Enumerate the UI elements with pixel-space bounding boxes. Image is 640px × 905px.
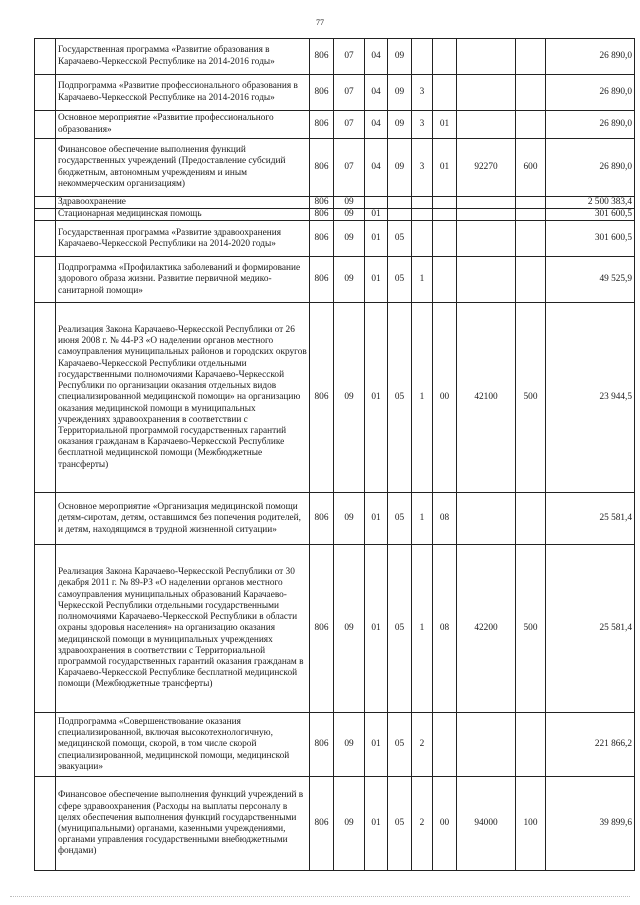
cell-pr <box>365 197 388 209</box>
cell-name: Реализация Закона Карачаево-Черкесской Республики от 30 декабря 2011 г. № 89-РЗ «О наделении органов местного самоуправления муниципальных образований Карачаево-Черкесской Республики отдельными государственными полномочиями Карачаево-Черкесской Республики в области охраны здоровья населения» на организацию оказания медицинской помощи в муниципальных учреждениях здравоохранения в соответствии с Территориальной программой государственных гарантий оказания гражданам в Карачаево-Черкесской Республике бесплатной медицинской помощи (Межбюджетные трансферты) <box>56 545 310 713</box>
cell-vr: 500 <box>516 303 546 493</box>
cell-name: Подпрограмма «Совершенствование оказания специализированной, включая высокотехнологичную, медицинской помощи, скорой, в том числе скорой специализированной, медицинской помощи, медицинской эвакуации» <box>56 713 310 777</box>
table-row <box>35 713 635 777</box>
cell-pr: 04 <box>365 75 388 111</box>
cell-vr: 100 <box>516 777 546 871</box>
cell-vr <box>516 111 546 139</box>
cell-p: 09 <box>388 111 412 139</box>
cell-amount: 2 500 383,4 <box>546 197 635 209</box>
cell-pr: 01 <box>365 545 388 713</box>
cell-csr <box>457 493 516 545</box>
cell-csr <box>457 197 516 209</box>
scan-edge-divider <box>10 896 630 898</box>
cell-csr <box>457 257 516 303</box>
row-number-cell <box>35 75 56 111</box>
cell-vr <box>516 209 546 221</box>
cell-pr: 01 <box>365 257 388 303</box>
cell-name: Государственная программа «Развитие образования в Карачаево-Черкесской Республике на 2014-2016 годы» <box>56 39 310 75</box>
cell-p: 09 <box>388 75 412 111</box>
row-number-cell <box>35 493 56 545</box>
cell-om <box>433 39 457 75</box>
cell-amount: 301 600,5 <box>546 209 635 221</box>
cell-rz: 09 <box>334 493 365 545</box>
cell-om: 00 <box>433 303 457 493</box>
cell-sp <box>412 197 433 209</box>
cell-name: Финансовое обеспечение выполнения функций учреждений в сфере здравоохранения (Расходы на выплаты персоналу в целях обеспечения выполнения функций государственными (муниципальными) органами, казенными учреждениями, органами управления государственными внебюджетными фондами) <box>56 777 310 871</box>
row-number-cell <box>35 303 56 493</box>
table-row <box>35 197 635 209</box>
row-number-cell <box>35 221 56 257</box>
row-number-cell <box>35 545 56 713</box>
cell-vr <box>516 39 546 75</box>
cell-name: Финансовое обеспечение выполнения функций государственных учреждений (Предоставление субсидий бюджетным, автономным учреждениям и иным некоммерческим организациям) <box>56 139 310 197</box>
cell-amount: 26 890,0 <box>546 39 635 75</box>
cell-adm: 806 <box>310 303 334 493</box>
cell-adm: 806 <box>310 111 334 139</box>
cell-rz: 07 <box>334 39 365 75</box>
cell-om <box>433 713 457 777</box>
cell-adm: 806 <box>310 257 334 303</box>
cell-pr: 01 <box>365 303 388 493</box>
cell-sp: 1 <box>412 545 433 713</box>
cell-amount: 26 890,0 <box>546 75 635 111</box>
cell-csr <box>457 713 516 777</box>
cell-name: Здравоохранение <box>56 197 310 209</box>
cell-csr: 42100 <box>457 303 516 493</box>
cell-sp: 2 <box>412 777 433 871</box>
cell-sp <box>412 209 433 221</box>
cell-adm: 806 <box>310 197 334 209</box>
cell-name: Государственная программа «Развитие здравоохранения Карачаево-Черкесской Республики на 2014-2020 годы» <box>56 221 310 257</box>
cell-p: 05 <box>388 545 412 713</box>
cell-p <box>388 209 412 221</box>
cell-sp: 3 <box>412 75 433 111</box>
cell-amount: 49 525,9 <box>546 257 635 303</box>
table-row <box>35 545 635 713</box>
cell-adm: 806 <box>310 493 334 545</box>
cell-pr: 01 <box>365 209 388 221</box>
cell-rz: 07 <box>334 75 365 111</box>
cell-om <box>433 197 457 209</box>
cell-amount: 23 944,5 <box>546 303 635 493</box>
table-row <box>35 257 635 303</box>
table-row <box>35 75 635 111</box>
cell-adm: 806 <box>310 545 334 713</box>
cell-csr <box>457 209 516 221</box>
cell-rz: 09 <box>334 303 365 493</box>
row-number-cell <box>35 257 56 303</box>
cell-p: 05 <box>388 257 412 303</box>
cell-amount: 26 890,0 <box>546 111 635 139</box>
cell-amount: 221 866,2 <box>546 713 635 777</box>
page-number: 77 <box>316 18 324 27</box>
cell-sp: 3 <box>412 139 433 197</box>
row-number-cell <box>35 713 56 777</box>
budget-table <box>34 38 635 871</box>
cell-sp: 1 <box>412 303 433 493</box>
table-row <box>35 493 635 545</box>
cell-vr <box>516 257 546 303</box>
cell-amount: 25 581,4 <box>546 545 635 713</box>
cell-vr: 600 <box>516 139 546 197</box>
cell-pr: 04 <box>365 139 388 197</box>
row-number-cell <box>35 197 56 209</box>
cell-vr <box>516 221 546 257</box>
cell-om: 01 <box>433 139 457 197</box>
cell-rz: 07 <box>334 139 365 197</box>
cell-rz: 09 <box>334 777 365 871</box>
cell-csr <box>457 111 516 139</box>
cell-vr <box>516 75 546 111</box>
cell-p: 05 <box>388 303 412 493</box>
cell-om <box>433 221 457 257</box>
cell-amount: 39 899,6 <box>546 777 635 871</box>
cell-rz: 09 <box>334 545 365 713</box>
cell-adm: 806 <box>310 777 334 871</box>
table-row <box>35 139 635 197</box>
cell-amount: 25 581,4 <box>546 493 635 545</box>
cell-sp: 3 <box>412 111 433 139</box>
row-number-cell <box>35 777 56 871</box>
cell-om <box>433 209 457 221</box>
cell-name: Подпрограмма «Профилактика заболеваний и формирование здорового образа жизни. Развитие первичной медико-санитарной помощи» <box>56 257 310 303</box>
cell-pr: 01 <box>365 713 388 777</box>
cell-name: Стационарная медицинская помощь <box>56 209 310 221</box>
cell-rz: 09 <box>334 209 365 221</box>
cell-p: 09 <box>388 39 412 75</box>
cell-name: Основное мероприятие «Организация медицинской помощи детям-сиротам, детям, оставшимся без попечения родителей, и детям, находящимся в трудной жизненной ситуации» <box>56 493 310 545</box>
cell-name: Основное мероприятие «Развитие профессионального образования» <box>56 111 310 139</box>
cell-rz: 09 <box>334 713 365 777</box>
row-number-cell <box>35 111 56 139</box>
cell-p: 05 <box>388 713 412 777</box>
cell-rz: 09 <box>334 197 365 209</box>
row-number-cell <box>35 139 56 197</box>
row-number-cell <box>35 209 56 221</box>
cell-om: 08 <box>433 545 457 713</box>
cell-pr: 01 <box>365 493 388 545</box>
cell-csr <box>457 221 516 257</box>
cell-name: Подпрограмма «Развитие профессионального образования в Карачаево-Черкесской Республике на 2014-2016 годы» <box>56 75 310 111</box>
cell-amount: 301 600,5 <box>546 221 635 257</box>
cell-csr <box>457 75 516 111</box>
cell-vr <box>516 713 546 777</box>
cell-p: 05 <box>388 221 412 257</box>
cell-p: 05 <box>388 777 412 871</box>
cell-adm: 806 <box>310 75 334 111</box>
cell-adm: 806 <box>310 139 334 197</box>
cell-om: 00 <box>433 777 457 871</box>
cell-p: 05 <box>388 493 412 545</box>
cell-adm: 806 <box>310 713 334 777</box>
cell-pr: 01 <box>365 221 388 257</box>
cell-pr: 04 <box>365 111 388 139</box>
cell-csr: 92270 <box>457 139 516 197</box>
cell-sp <box>412 221 433 257</box>
cell-sp <box>412 39 433 75</box>
cell-sp: 1 <box>412 257 433 303</box>
cell-adm: 806 <box>310 209 334 221</box>
cell-om: 01 <box>433 111 457 139</box>
cell-adm: 806 <box>310 39 334 75</box>
cell-vr <box>516 197 546 209</box>
row-number-cell <box>35 39 56 75</box>
cell-rz: 09 <box>334 257 365 303</box>
cell-sp: 2 <box>412 713 433 777</box>
cell-om <box>433 75 457 111</box>
cell-p: 09 <box>388 139 412 197</box>
cell-vr: 500 <box>516 545 546 713</box>
table-row <box>35 777 635 871</box>
cell-csr: 42200 <box>457 545 516 713</box>
table-row <box>35 39 635 75</box>
cell-om: 08 <box>433 493 457 545</box>
cell-rz: 07 <box>334 111 365 139</box>
cell-adm: 806 <box>310 221 334 257</box>
cell-name: Реализация Закона Карачаево-Черкесской Республики от 26 июня 2008 г. № 44-РЗ «О наделении органов местного самоуправления муниципальных районов и городских округов Карачаево-Черкесской Республики отдельными государственными полномочиями Карачаево-Черкесской Республики по организации оказания отдельных видов специализированной медицинской помощи» на организацию оказания медицинской помощи в муниципальных учреждениях здравоохранения в соответствии с Территориальной программой государственных гарантий оказания гражданам в Карачаево-Черкесской Республике бесплатной медицинской помощи (Межбюджетные трансферты) <box>56 303 310 493</box>
cell-om <box>433 257 457 303</box>
cell-amount: 26 890,0 <box>546 139 635 197</box>
cell-pr: 04 <box>365 39 388 75</box>
budget-table-body <box>35 39 635 871</box>
table-row <box>35 221 635 257</box>
cell-csr <box>457 39 516 75</box>
table-row <box>35 111 635 139</box>
table-row <box>35 209 635 221</box>
cell-pr: 01 <box>365 777 388 871</box>
cell-rz: 09 <box>334 221 365 257</box>
cell-p <box>388 197 412 209</box>
cell-csr: 94000 <box>457 777 516 871</box>
table-row <box>35 303 635 493</box>
cell-sp: 1 <box>412 493 433 545</box>
cell-vr <box>516 493 546 545</box>
